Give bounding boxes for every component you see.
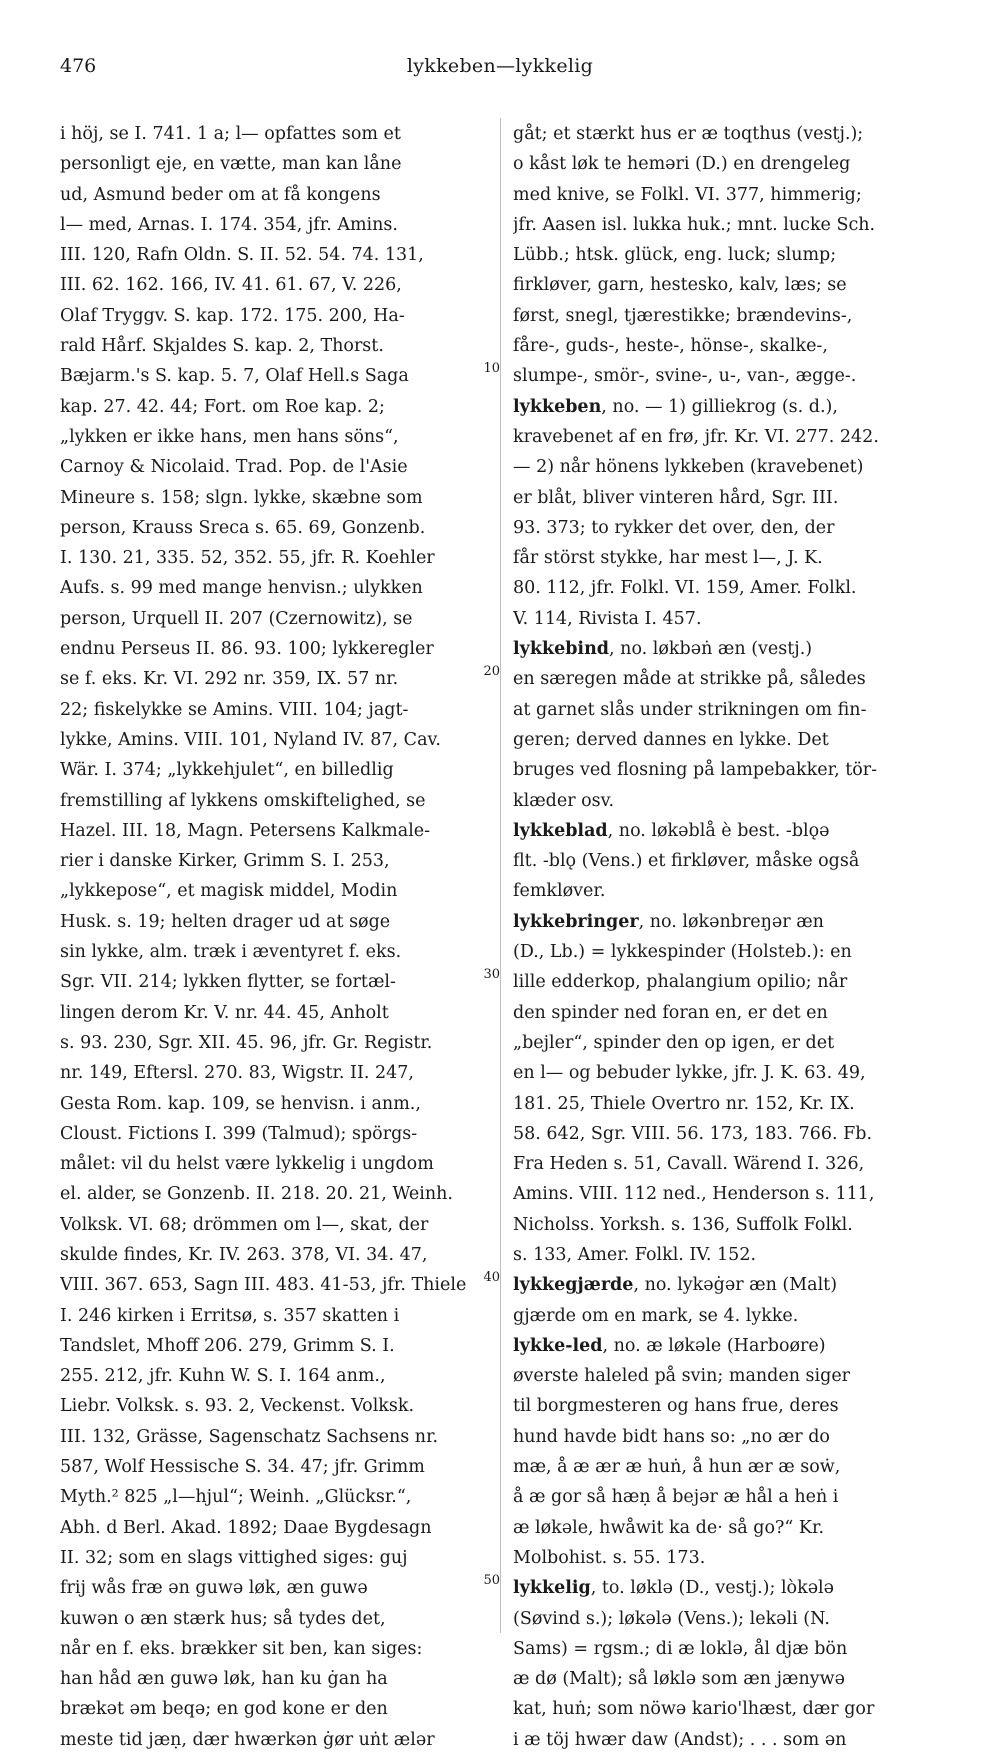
headword: lykkebringer: [513, 911, 639, 932]
line-number-40: 40: [483, 1270, 500, 1285]
text-line: „lykkepose“, et magisk middel, Modin: [60, 881, 398, 902]
text-line: lykkeben, no. — 1) gilliekrog (s. d.),: [513, 396, 838, 417]
text-line: endnu Perseus II. 86. 93. 100; lykkeregler: [60, 639, 434, 660]
text-line: person, Krauss Sreca s. 65. 69, Gonzenb.: [60, 517, 426, 538]
text-line: lykke, Amins. VIII. 101, Nyland IV. 87, Cav.: [60, 729, 441, 750]
text-line: 587, Wolf Hessische S. 34. 47; jfr. Grimm: [60, 1457, 425, 1478]
text-line: sin lykke, alm. træk i æventyret f. eks.: [60, 942, 402, 963]
line-number-50: 50: [483, 1573, 500, 1588]
text-line: æ løkəle, hwåwit ka de· så go?“ Kr.: [513, 1517, 825, 1538]
text-line: Tandslet, Mhoff 206. 279, Grimm S. I.: [60, 1335, 395, 1356]
text-line: I. 130. 21, 335. 52, 352. 55, jfr. R. Koehler: [60, 548, 435, 569]
text-line: Volksk. VI. 68; drömmen om l—, skat, der: [60, 1214, 429, 1235]
headword: lykke-led: [513, 1335, 603, 1356]
text-line: Cloust. Fictions I. 399 (Talmud); spörgs-: [60, 1123, 418, 1144]
text-line: Fra Heden s. 51, Cavall. Wärend I. 326,: [513, 1154, 865, 1175]
text-line: firkløver, garn, hestesko, kalv, læs; se: [513, 275, 847, 296]
text-line: lykke-led, no. æ løkəle (Harboøre): [513, 1335, 826, 1356]
text-line: at garnet slås under strikningen om fin-: [513, 699, 867, 720]
text-line: jfr. Aasen isl. lukka huk.; mnt. lucke Sch.: [513, 214, 876, 235]
text-line: s. 133, Amer. Folkl. IV. 152.: [513, 1244, 757, 1265]
text-line: o kåst løk te heməri (D.) en drengeleg: [513, 154, 851, 175]
text-line: får störst stykke, har mest l—, J. K.: [513, 548, 823, 569]
text-line: II. 32; som en slags vittighed siges: guj: [60, 1547, 408, 1568]
text-line: meste tid jæṇ, dær hwærkən ġør uṅt ælər: [60, 1729, 435, 1750]
text-line: i höj, se I. 741. 1 a; l— opfattes som et: [60, 124, 401, 144]
text-line: slumpe-, smör-, svine-, u-, van-, ægge-.: [513, 366, 857, 387]
text-line: lingen derom Kr. V. nr. 44. 45, Anholt: [60, 1002, 389, 1023]
text-line: I. 246 kirken i Erritsø, s. 357 skatten i: [60, 1305, 400, 1326]
text-line: 58. 642, Sgr. VIII. 56. 173, 183. 766. Fb.: [513, 1123, 873, 1144]
text-line: først, snegl, tjærestikke; brændevins-,: [513, 305, 853, 326]
text-line: han håd æn guwə løk, han ku ġan ha: [60, 1669, 388, 1690]
text-line: klæder osv.: [513, 790, 615, 811]
text-line: i æ töj hwær daw (Andst); . . . som ən: [513, 1729, 847, 1750]
text-line: rier i danske Kirker, Grimm S. I. 253,: [60, 851, 390, 872]
text-line: å æ gor så hæṇ å bejər æ hål a heṅ i: [513, 1487, 839, 1508]
text-line: Molbohist. s. 55. 173.: [513, 1547, 706, 1568]
text-line: (D., Lb.) = lykkespinder (Holsteb.): en: [513, 942, 852, 963]
text-line: med knive, se Folkl. VI. 377, himmerig;: [513, 184, 862, 205]
text-line: geren; derved dannes en lykke. Det: [513, 729, 829, 750]
text-line: målet: vil du helst være lykkelig i ungdom: [60, 1154, 434, 1175]
right-column: [513, 119, 953, 1755]
text-line: 80. 112, jfr. Folkl. VI. 159, Amer. Folkl.: [513, 578, 857, 599]
text-line: rald Hårf. Skjaldes S. kap. 2, Thorst.: [60, 336, 384, 357]
text-line: flt. -blǫ (Vens.) et firkløver, måske også: [513, 851, 860, 872]
text-line: Wär. I. 374; „lykkehjulet“, en billedlig: [60, 760, 394, 781]
text-line: Bæjarm.'s S. kap. 5. 7, Olaf Hell.s Saga: [60, 366, 409, 387]
text-line: fåre-, guds-, heste-, hönse-, skalke-,: [513, 336, 828, 357]
text-line: nr. 149, Eftersl. 270. 83, Wigstr. II. 247,: [60, 1063, 414, 1084]
line-number-20: 20: [483, 664, 500, 679]
text-line: 93. 373; to rykker det over, den, der: [513, 517, 835, 538]
text-line: når en f. eks. brækker sit ben, kan siges:: [60, 1638, 423, 1659]
text-line: Mineure s. 158; slgn. lykke, skæbne som: [60, 487, 423, 508]
text-line: s. 93. 230, Sgr. XII. 45. 96, jfr. Gr. Registr.: [60, 1032, 433, 1053]
text-line: en særegen måde at strikke på, således: [513, 669, 866, 690]
text-line: ud, Asmund beder om at få kongens: [60, 184, 381, 205]
text-line: hund havde bidt hans so: „no ær do: [513, 1426, 830, 1447]
text-line: Abh. d Berl. Akad. 1892; Daae Bygdesagn: [60, 1517, 432, 1538]
text-line: gjærde om en mark, se 4. lykke.: [513, 1305, 799, 1326]
text-line: skulde findes, Kr. IV. 263. 378, VI. 34. 47,: [60, 1244, 428, 1265]
text-line: VIII. 367. 653, Sagn III. 483. 41-53, jfr. Thiele: [60, 1275, 467, 1296]
text-line: brækət əm beqə; en god kone er den: [60, 1699, 388, 1720]
text-line: III. 132, Grässe, Sagenschatz Sachsens nr.: [60, 1426, 439, 1447]
text-line: (Søvind s.); løkələ (Vens.); lekəli (N.: [513, 1608, 830, 1629]
text-line: æ dø (Malt); så løklə som æn jænywə: [513, 1669, 845, 1690]
text-line: person, Urquell II. 207 (Czernowitz), se: [60, 608, 413, 629]
page-number: 476: [60, 55, 97, 77]
text-line: til borgmesteren og hans frue, deres: [513, 1396, 839, 1417]
text-line: „bejler“, spinder den op igen, er det: [513, 1032, 835, 1053]
text-line: se f. eks. Kr. VI. 292 nr. 359, IX. 57 nr.: [60, 669, 399, 690]
text-line: lille edderkop, phalangium opilio; når: [513, 972, 848, 993]
left-column: [60, 119, 490, 1755]
text-line: den spinder ned foran en, er det en: [513, 1002, 828, 1023]
text-line: Nicholss. Yorksh. s. 136, Suffolk Folkl.: [513, 1214, 853, 1235]
text-line: frij wås fræ ən guwə løk, æn guwə: [60, 1578, 368, 1599]
text-line: lykkegjærde, no. lykəġər æn (Malt): [513, 1275, 838, 1296]
running-head: lykkeben—lykkelig: [406, 55, 594, 77]
text-line: en l— og bebuder lykke, jfr. J. K. 63. 49,: [513, 1063, 866, 1084]
text-line: Husk. s. 19; helten drager ud at søge: [60, 911, 391, 932]
text-line: Myth.² 825 „l—hjul“; Weinh. „Glücksr.“,: [60, 1487, 412, 1508]
headword: lykkeben: [513, 396, 602, 417]
headword: lykkegjærde: [513, 1275, 634, 1296]
text-line: lykkebringer, no. løkənbreŋər æn: [513, 911, 824, 932]
headword: lykkelig: [513, 1578, 591, 1599]
text-line: Sams) = rgsm.; di æ loklə, ål djæ bön: [513, 1638, 848, 1659]
text-line: Olaf Tryggv. S. kap. 172. 175. 200, Ha-: [60, 305, 405, 326]
text-line: er blåt, bliver vinteren hård, Sgr. III.: [513, 487, 839, 508]
text-line: kap. 27. 42. 44; Fort. om Roe kap. 2;: [60, 396, 385, 417]
page-header: [0, 55, 1000, 85]
column-divider: [500, 118, 501, 1633]
text-line: el. alder, se Gonzenb. II. 218. 20. 21, Weinh.: [60, 1184, 453, 1205]
text-line: Lübb.; htsk. glück, eng. luck; slump;: [513, 245, 837, 266]
text-line: kravebenet af en frø, jfr. Kr. VI. 277. 242.: [513, 426, 879, 447]
text-line: Liebr. Volksk. s. 93. 2, Veckenst. Volksk.: [60, 1396, 415, 1417]
text-line: kuwən o æn stærk hus; så tydes det,: [60, 1608, 386, 1629]
headword: lykkebind: [513, 639, 610, 660]
text-line: 22; fiskelykke se Amins. VIII. 104; jagt-: [60, 699, 409, 720]
text-line: — 2) når hönens lykkeben (kravebenet): [513, 457, 864, 478]
text-line: personligt eje, en vætte, man kan låne: [60, 154, 402, 175]
text-line: bruges ved flosning på lampebakker, tör-: [513, 760, 878, 781]
text-line: „lykken er ikke hans, men hans söns“,: [60, 426, 399, 447]
text-line: fremstilling af lykkens omskiftelighed, se: [60, 790, 426, 811]
text-line: lykkebind, no. løkbəṅ æn (vestj.): [513, 639, 813, 660]
text-line: V. 114, Rivista I. 457.: [513, 608, 702, 629]
text-line: 255. 212, jfr. Kuhn W. S. I. 164 anm.,: [60, 1366, 386, 1387]
text-line: femkløver.: [513, 881, 606, 902]
line-number-10: 10: [483, 361, 500, 376]
text-line: III. 62. 162. 166, IV. 41. 61. 67, V. 226,: [60, 275, 402, 296]
text-line: 181. 25, Thiele Overtro nr. 152, Kr. IX.: [513, 1093, 855, 1114]
line-number-30: 30: [483, 967, 500, 982]
text-line: Carnoy & Nicolaid. Trad. Pop. de l'Asie: [60, 457, 408, 478]
text-line: lykkelig, to. løklə (D., vestj.); lòkələ: [513, 1578, 834, 1599]
text-line: gåt; et stærkt hus er æ toqthus (vestj.);: [513, 124, 864, 144]
text-line: Amins. VIII. 112 ned., Henderson s. 111,: [513, 1184, 875, 1205]
text-line: Sgr. VII. 214; lykken flytter, se fortæl-: [60, 972, 396, 993]
text-line: l— med, Arnas. I. 174. 354, jfr. Amins.: [60, 214, 398, 235]
text-line: III. 120, Rafn Oldn. S. II. 52. 54. 74. 131,: [60, 245, 424, 266]
text-line: kat, huṅ; som nöwə kario'lhæst, dær gor: [513, 1699, 875, 1720]
text-line: mæ, å æ ær æ huṅ, å hun ær æ soẇ,: [513, 1457, 841, 1478]
text-line: Gesta Rom. kap. 109, se henvisn. i anm.,: [60, 1093, 421, 1114]
text-line: Hazel. III. 18, Magn. Petersens Kalkmale-: [60, 820, 431, 841]
headword: lykkeblad: [513, 820, 608, 841]
text-line: øverste haleled på svin; manden siger: [513, 1366, 851, 1387]
text-line: lykkeblad, no. løkəblå è best. -blǫə: [513, 820, 830, 841]
text-line: Aufs. s. 99 med mange henvisn.; ulykken: [60, 578, 423, 599]
